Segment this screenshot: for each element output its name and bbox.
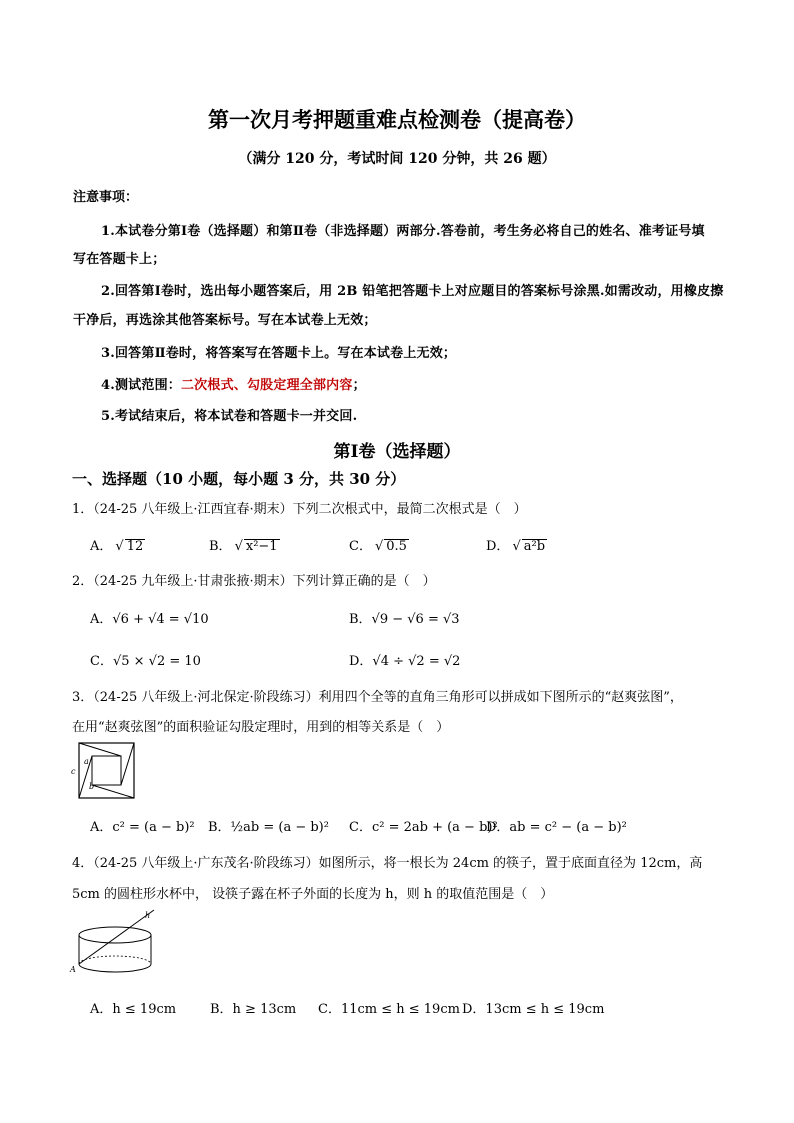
cup-top-rim (79, 927, 151, 943)
q2-option-a: A．√6 + √4 = √10 (90, 612, 209, 627)
q3-option-d: D．ab = c² − (a − b)² (486, 820, 627, 835)
radicand: 12 (126, 539, 144, 554)
q1-option-a: A． √ 12 (90, 539, 144, 554)
question-4-stem-line-2: 5cm 的圆柱形水杯中， 设筷子露在杯子外面的长度为 h，则 h 的取值范围是（ ） (72, 887, 554, 902)
note-4-suffix: ； (352, 378, 366, 393)
q2-option-d: D．√4 ÷ √2 = √2 (349, 654, 461, 669)
option-label: B． (209, 539, 232, 554)
q3-option-a: A．c² = (a − b)² (90, 820, 195, 835)
note-2-line-1: 2.回答第Ⅰ卷时，选出每小题答案后，用 2B 铅笔把答题卡上对应题目的答案标号涂黑.如需改动，用橡皮擦 (101, 284, 724, 299)
radicand: a²b (523, 539, 546, 554)
zhao-shuang-figure (70, 742, 136, 800)
test-range: 二次根式、勾股定理全部内容 (180, 378, 353, 393)
note-4 (101, 374, 366, 393)
triangle-side (79, 743, 121, 756)
part-title: 一、选择题（10 小题，每小题 3 分，共 30 分） (72, 470, 406, 488)
q3-option-c: C．c² = 2ab + (a − b)² (349, 820, 498, 835)
option-label: A． (90, 539, 113, 554)
triangle-side (92, 785, 134, 798)
label-c: c (71, 767, 76, 776)
note-4-prefix: 4.测试范围： (101, 378, 181, 393)
q4-option-d: D．13cm ≤ h ≤ 19cm (462, 1002, 605, 1017)
label-a: a (84, 757, 89, 766)
label-b: b (89, 782, 95, 791)
q2-option-c: C．√5 × √2 = 10 (90, 654, 201, 669)
note-1-line-1: 1.本试卷分第Ⅰ卷（选择题）和第Ⅱ卷（非选择题）两部分.答卷前，考生务必将自己的姓名、准考证号填 (101, 224, 705, 239)
q2-option-b: B．√9 − √6 = √3 (349, 612, 460, 627)
inner-square (92, 756, 121, 785)
question-3-stem-line-1: 3．（24-25 八年级上·河北保定·阶段练习）利用四个全等的直角三角形可以拼成如下图所示的“赵爽弦图”， (72, 690, 683, 705)
q4-option-b: B．h ≥ 13cm (210, 1002, 297, 1017)
cup-bottom-back (79, 956, 151, 964)
exam-info: （满分 120 分，考试时间 120 分钟，共 26 题） (238, 151, 556, 167)
question-2-stem: 2．（24-25 九年级上·甘肃张掖·期末）下列计算正确的是（ ） (72, 574, 436, 589)
page-title: 第一次月考押题重难点检测卷（提高卷） (208, 107, 586, 132)
cup-chopstick-figure (68, 908, 160, 978)
label-A: A (70, 965, 76, 974)
radicand: 0.5 (386, 539, 407, 554)
question-3-stem-line-2: 在用“赵爽弦图”的面积验证勾股定理时，用到的相等关系是（ ） (72, 720, 450, 735)
q1-option-c: C． √ 0.5 (349, 539, 407, 554)
label-h: h (145, 911, 151, 920)
note-2-line-2: 干净后，再选涂其他答案标号。写在本试卷上无效； (73, 313, 377, 328)
chopstick (79, 910, 154, 964)
q3-option-b: B．½ab = (a − b)² (208, 820, 329, 835)
section-title: 第Ⅰ卷（选择题） (333, 442, 461, 462)
note-1-line-2: 写在答题卡上； (73, 252, 166, 267)
q1-option-b: B． √ x²−1 (209, 539, 278, 554)
q1-option-d: D． √ a²b (486, 539, 546, 554)
triangle-side (121, 743, 134, 785)
option-label: C． (349, 539, 372, 554)
q4-option-a: A．h ≤ 19cm (90, 1002, 177, 1017)
question-4-stem-line-1: 4．（24-25 八年级上·广东茂名·阶段练习）如图所示，将一根长为 24cm 的筷子，置于底面直径为 12cm，高 (72, 856, 703, 871)
radicand: x²−1 (245, 539, 278, 554)
note-5: 5.考试结束后，将本试卷和答题卡一并交回. (101, 409, 358, 424)
cup-bottom-front (79, 964, 151, 972)
question-1-stem: 1．（24-25 八年级上·江西宜春·期末）下列二次根式中，最简二次根式是（ ） (72, 502, 527, 517)
option-label: D． (486, 539, 510, 554)
q4-option-c: C．11cm ≤ h ≤ 19cm (318, 1002, 460, 1017)
note-3: 3.回答第Ⅱ卷时，将答案写在答题卡上。写在本试卷上无效； (101, 346, 457, 361)
notes-heading: 注意事项： (73, 190, 139, 205)
